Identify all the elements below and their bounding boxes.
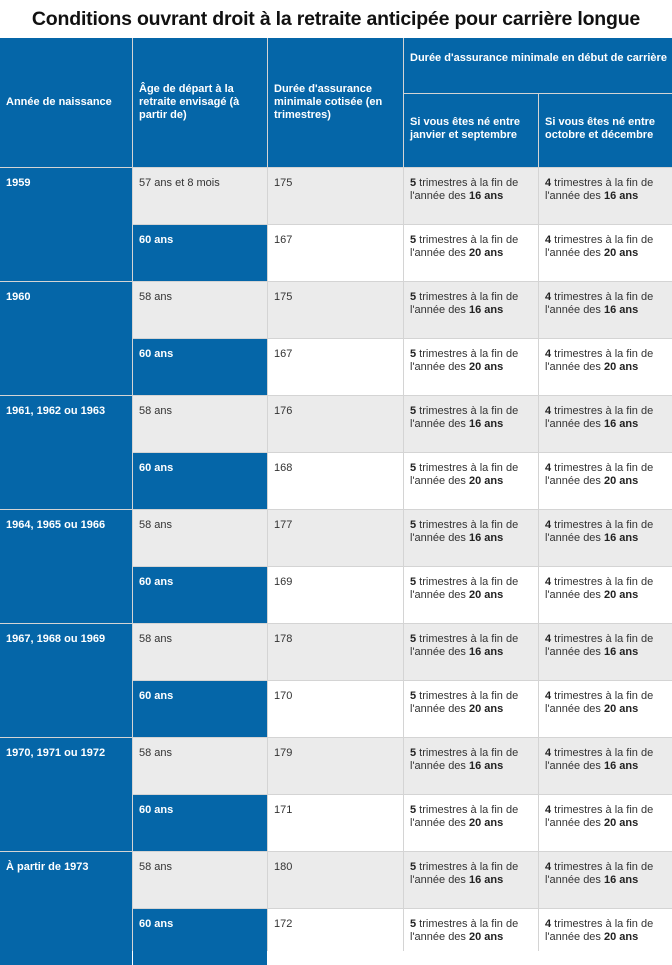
min-duration-cell: 170 (268, 681, 403, 737)
birth-year-cell: 1964, 1965 ou 1966 (0, 510, 132, 623)
oct-dec-requirement-cell (539, 339, 672, 395)
quarter-text: trimestres à la fin de l'année des (545, 234, 654, 259)
quarter-count: 5 (410, 633, 417, 645)
birth-year-cell: 1961, 1962 ou 1963 (0, 396, 132, 509)
age-threshold: 16 ans (603, 190, 639, 202)
age-threshold: 20 ans (603, 931, 639, 943)
departure-age-cell: 58 ans (133, 624, 267, 680)
min-duration-cell: 179 (268, 738, 403, 794)
jan-sep-requirement-cell (404, 453, 538, 509)
quarter-count: 5 (410, 804, 417, 816)
age-threshold: 20 ans (603, 475, 639, 487)
quarter-count: 4 (545, 861, 552, 873)
age-threshold: 20 ans (603, 361, 639, 373)
age-threshold: 16 ans (468, 532, 504, 544)
quarter-count: 4 (545, 405, 552, 417)
min-duration-cell: 172 (268, 909, 403, 965)
oct-dec-requirement-cell (539, 567, 672, 623)
quarter-count: 5 (410, 405, 417, 417)
age-threshold: 20 ans (468, 361, 504, 373)
age-threshold: 16 ans (603, 874, 639, 886)
jan-sep-requirement-cell (404, 738, 538, 794)
quarter-text: trimestres à la fin de l'année des (545, 690, 654, 715)
min-duration-cell: 175 (268, 168, 403, 224)
page-title: Conditions ouvrant droit à la retraite anticipée pour carrière longue (31, 8, 641, 30)
quarter-count: 4 (545, 690, 552, 702)
min-duration-cell: 178 (268, 624, 403, 680)
quarter-text: trimestres à la fin de l'année des (410, 234, 519, 259)
quarter-count: 5 (410, 918, 417, 930)
quarter-count: 4 (545, 519, 552, 531)
min-duration-cell: 175 (268, 282, 403, 338)
quarter-count: 5 (410, 519, 417, 531)
quarter-count: 5 (410, 348, 417, 360)
age-threshold: 16 ans (468, 874, 504, 886)
quarter-text: trimestres à la fin de l'année des (545, 747, 654, 772)
quarter-text: trimestres à la fin de l'année des (410, 348, 519, 373)
quarter-text: trimestres à la fin de l'année des (545, 462, 654, 487)
age-threshold: 16 ans (603, 304, 639, 316)
min-duration-cell: 176 (268, 396, 403, 452)
quarter-text: trimestres à la fin de l'année des (410, 177, 519, 202)
departure-age-cell: 60 ans (133, 339, 267, 395)
departure-age-cell: 60 ans (133, 795, 267, 851)
age-threshold: 20 ans (468, 247, 504, 259)
min-duration-cell: 177 (268, 510, 403, 566)
quarter-count: 4 (545, 291, 552, 303)
quarter-count: 4 (545, 918, 552, 930)
quarter-count: 5 (410, 462, 417, 474)
header-born-oct-dec: Si vous êtes né entre octobre et décembre (539, 94, 672, 167)
quarter-text: trimestres à la fin de l'année des (410, 918, 519, 943)
quarter-text: trimestres à la fin de l'année des (410, 633, 519, 658)
quarter-count: 4 (545, 576, 552, 588)
age-threshold: 20 ans (468, 703, 504, 715)
age-threshold: 16 ans (468, 760, 504, 772)
departure-age-cell: 57 ans et 8 mois (133, 168, 267, 224)
oct-dec-requirement-cell (539, 909, 672, 965)
jan-sep-requirement-cell (404, 225, 538, 281)
quarter-count: 5 (410, 861, 417, 873)
jan-sep-requirement-cell (404, 852, 538, 908)
header-min-duration: Durée d'assurance minimale cotisée (en trimestres) (268, 38, 403, 167)
birth-year-cell: 1960 (0, 282, 132, 395)
age-threshold: 20 ans (468, 589, 504, 601)
age-threshold: 20 ans (603, 247, 639, 259)
quarter-text: trimestres à la fin de l'année des (410, 519, 519, 544)
quarter-count: 4 (545, 747, 552, 759)
min-duration-cell: 171 (268, 795, 403, 851)
quarter-count: 5 (410, 747, 417, 759)
header-born-jan-sep: Si vous êtes né entre janvier et septembre (404, 94, 538, 167)
jan-sep-requirement-cell (404, 567, 538, 623)
oct-dec-requirement-cell (539, 453, 672, 509)
oct-dec-requirement-cell (539, 738, 672, 794)
jan-sep-requirement-cell (404, 339, 538, 395)
departure-age-cell: 58 ans (133, 282, 267, 338)
departure-age-cell: 58 ans (133, 510, 267, 566)
quarter-count: 5 (410, 177, 417, 189)
quarter-text: trimestres à la fin de l'année des (410, 405, 519, 430)
age-threshold: 16 ans (603, 418, 639, 430)
jan-sep-requirement-cell (404, 795, 538, 851)
quarter-text: trimestres à la fin de l'année des (545, 633, 654, 658)
age-threshold: 16 ans (468, 190, 504, 202)
oct-dec-requirement-cell (539, 510, 672, 566)
quarter-text: trimestres à la fin de l'année des (410, 690, 519, 715)
age-threshold: 16 ans (603, 760, 639, 772)
header-departure-age: Âge de départ à la retraite envisagé (à partir de) (133, 38, 267, 167)
quarter-text: trimestres à la fin de l'année des (545, 405, 654, 430)
quarter-text: trimestres à la fin de l'année des (410, 804, 519, 829)
jan-sep-requirement-cell (404, 909, 538, 965)
min-duration-cell: 167 (268, 225, 403, 281)
min-duration-cell: 180 (268, 852, 403, 908)
quarter-count: 5 (410, 576, 417, 588)
birth-year-cell: À partir de 1973 (0, 852, 132, 965)
oct-dec-requirement-cell (539, 681, 672, 737)
oct-dec-requirement-cell (539, 795, 672, 851)
age-threshold: 16 ans (603, 646, 639, 658)
quarter-count: 4 (545, 462, 552, 474)
quarter-count: 5 (410, 690, 417, 702)
quarter-text: trimestres à la fin de l'année des (410, 576, 519, 601)
age-threshold: 16 ans (468, 304, 504, 316)
quarter-count: 4 (545, 177, 552, 189)
oct-dec-requirement-cell (539, 624, 672, 680)
quarter-count: 4 (545, 348, 552, 360)
oct-dec-requirement-cell (539, 396, 672, 452)
jan-sep-requirement-cell (404, 282, 538, 338)
quarter-count: 4 (545, 234, 552, 246)
birth-year-cell: 1967, 1968 ou 1969 (0, 624, 132, 737)
jan-sep-requirement-cell (404, 168, 538, 224)
quarter-text: trimestres à la fin de l'année des (545, 291, 654, 316)
age-threshold: 16 ans (468, 646, 504, 658)
quarter-text: trimestres à la fin de l'année des (545, 576, 654, 601)
quarter-text: trimestres à la fin de l'année des (410, 747, 519, 772)
jan-sep-requirement-cell (404, 681, 538, 737)
departure-age-cell: 58 ans (133, 396, 267, 452)
age-threshold: 16 ans (468, 418, 504, 430)
quarter-text: trimestres à la fin de l'année des (545, 918, 654, 943)
departure-age-cell: 60 ans (133, 909, 267, 965)
age-threshold: 16 ans (603, 532, 639, 544)
departure-age-cell: 60 ans (133, 453, 267, 509)
min-duration-cell: 169 (268, 567, 403, 623)
departure-age-cell: 60 ans (133, 225, 267, 281)
departure-age-cell: 60 ans (133, 567, 267, 623)
header-early-career-group: Durée d'assurance minimale en début de carrière (404, 38, 672, 93)
age-threshold: 20 ans (468, 931, 504, 943)
birth-year-cell: 1959 (0, 168, 132, 281)
min-duration-cell: 167 (268, 339, 403, 395)
quarter-text: trimestres à la fin de l'année des (545, 804, 654, 829)
min-duration-cell: 168 (268, 453, 403, 509)
jan-sep-requirement-cell (404, 510, 538, 566)
header-birth-year: Année de naissance (0, 38, 132, 167)
age-threshold: 20 ans (468, 475, 504, 487)
quarter-text: trimestres à la fin de l'année des (545, 519, 654, 544)
oct-dec-requirement-cell (539, 282, 672, 338)
age-threshold: 20 ans (603, 817, 639, 829)
quarter-text: trimestres à la fin de l'année des (545, 177, 654, 202)
conditions-table (0, 38, 672, 951)
oct-dec-requirement-cell (539, 852, 672, 908)
age-threshold: 20 ans (468, 817, 504, 829)
quarter-count: 4 (545, 804, 552, 816)
quarter-count: 5 (410, 234, 417, 246)
quarter-text: trimestres à la fin de l'année des (410, 291, 519, 316)
quarter-count: 4 (545, 633, 552, 645)
jan-sep-requirement-cell (404, 396, 538, 452)
age-threshold: 20 ans (603, 703, 639, 715)
oct-dec-requirement-cell (539, 168, 672, 224)
oct-dec-requirement-cell (539, 225, 672, 281)
birth-year-cell: 1970, 1971 ou 1972 (0, 738, 132, 851)
jan-sep-requirement-cell (404, 624, 538, 680)
quarter-text: trimestres à la fin de l'année des (410, 861, 519, 886)
quarter-text: trimestres à la fin de l'année des (410, 462, 519, 487)
departure-age-cell: 60 ans (133, 681, 267, 737)
quarter-count: 5 (410, 291, 417, 303)
departure-age-cell: 58 ans (133, 738, 267, 794)
quarter-text: trimestres à la fin de l'année des (545, 348, 654, 373)
age-threshold: 20 ans (603, 589, 639, 601)
departure-age-cell: 58 ans (133, 852, 267, 908)
quarter-text: trimestres à la fin de l'année des (545, 861, 654, 886)
